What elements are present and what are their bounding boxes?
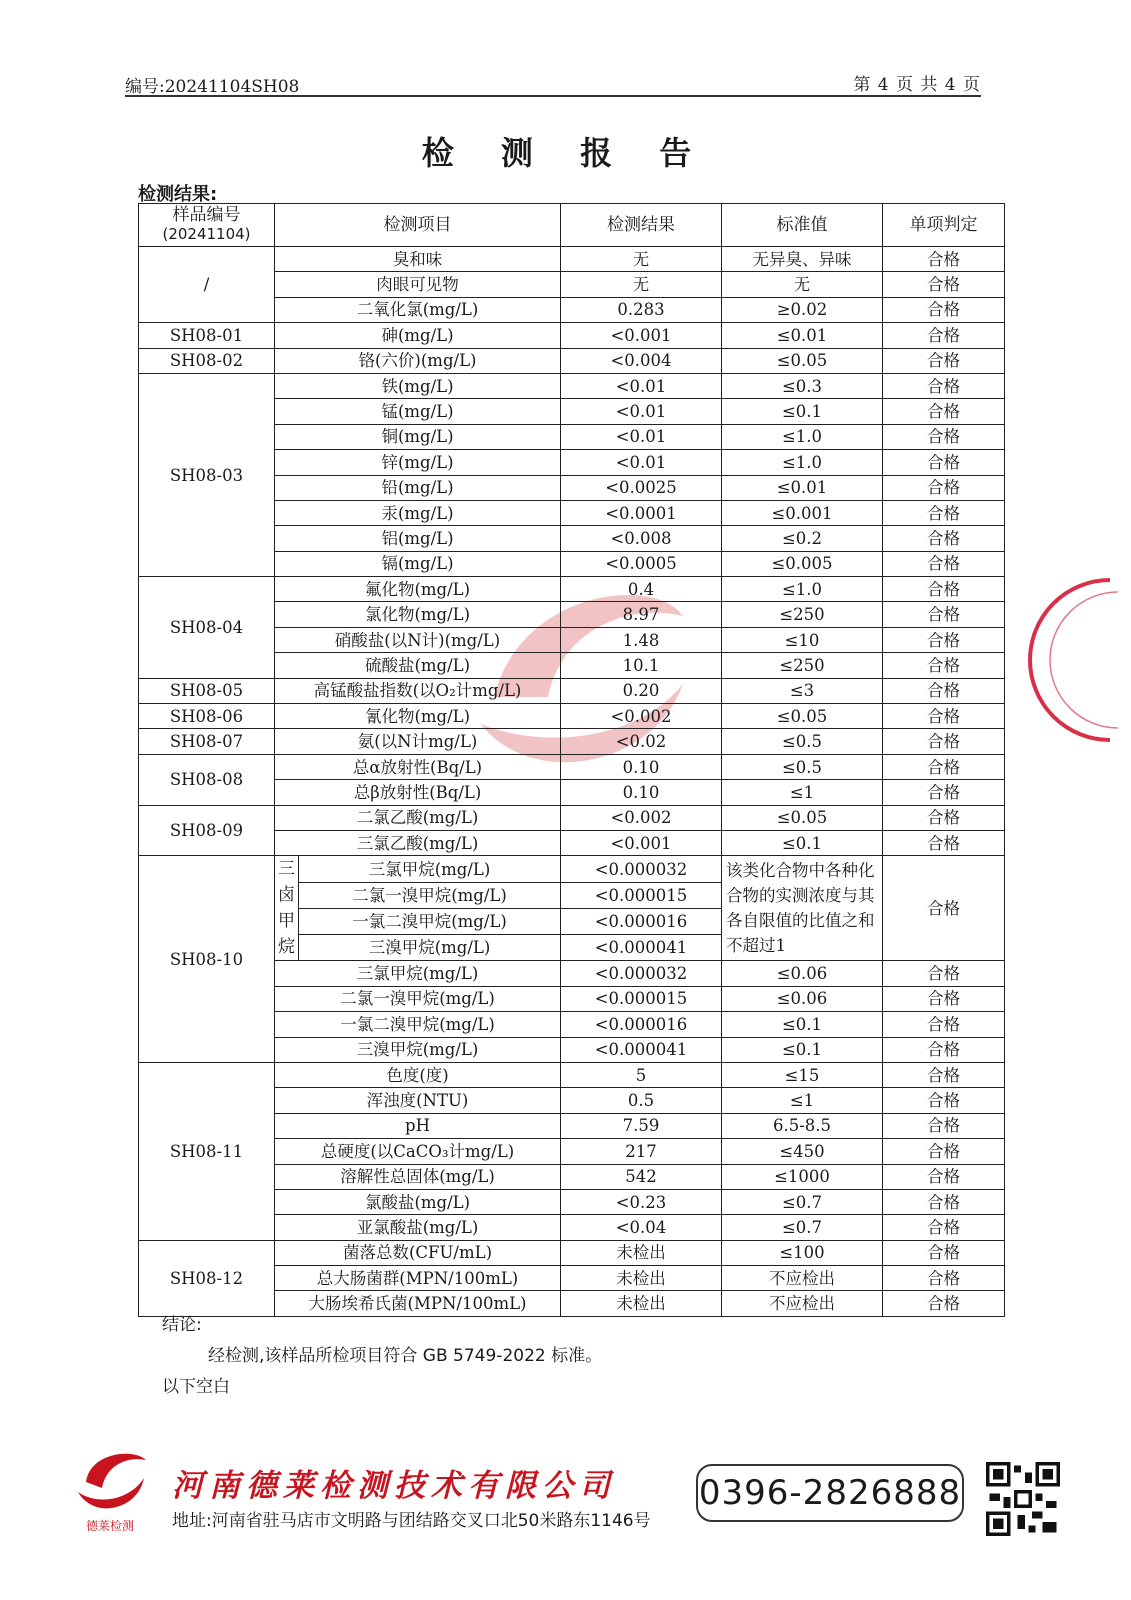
standard-cell: ≤0.5 (722, 754, 883, 779)
result-cell: <0.000032 (561, 961, 722, 986)
result-cell: <0.0001 (561, 500, 722, 525)
result-cell: 0.10 (561, 780, 722, 805)
result-cell: <0.01 (561, 373, 722, 398)
judgement-cell: 合格 (883, 551, 1005, 576)
standard-cell: ≤0.05 (722, 348, 883, 373)
judgement-cell: 合格 (883, 986, 1005, 1011)
company-name: 河南德莱检测技术有限公司 (172, 1468, 616, 1504)
item-cell: 肉眼可见物 (275, 272, 561, 297)
judgement-cell: 合格 (883, 704, 1005, 729)
standard-cell: ≤0.3 (722, 373, 883, 398)
judgement-cell: 合格 (883, 247, 1005, 272)
sample-id-cell: SH08-03 (139, 373, 275, 576)
judgement-cell: 合格 (883, 856, 1005, 961)
standard-cell: ≤1.0 (722, 577, 883, 602)
sample-id-cell: SH08-01 (139, 323, 275, 348)
standard-cell: ≤0.01 (722, 323, 883, 348)
item-cell: 铝(mg/L) (275, 526, 561, 551)
result-cell: <0.004 (561, 348, 722, 373)
standard-cell: ≤0.7 (722, 1189, 883, 1214)
result-cell: 0.20 (561, 678, 722, 703)
standard-cell: ≤250 (722, 653, 883, 678)
item-cell: 二氯一溴甲烷(mg/L) (275, 986, 561, 1011)
table-row (139, 373, 1005, 398)
result-cell: 217 (561, 1139, 722, 1164)
judgement-cell: 合格 (883, 1113, 1005, 1138)
item-cell: 总β放射性(Bq/L) (275, 780, 561, 805)
qr-code-icon (986, 1462, 1060, 1536)
item-cell: 一氯二溴甲烷(mg/L) (275, 1012, 561, 1037)
results-label: 检测结果: (138, 184, 218, 205)
result-cell: 542 (561, 1164, 722, 1189)
judgement-cell: 合格 (883, 373, 1005, 398)
judgement-cell: 合格 (883, 1088, 1005, 1113)
item-cell: 硝酸盐(以N计)(mg/L) (275, 627, 561, 652)
item-cell: 三氯乙酸(mg/L) (275, 830, 561, 855)
judgement-cell: 合格 (883, 1062, 1005, 1087)
item-cell: 氯化物(mg/L) (275, 602, 561, 627)
conclusion-text: 经检测,该样品所检项目符合 GB 5749-2022 标准。 (208, 1346, 603, 1366)
result-cell: 5 (561, 1062, 722, 1087)
standard-cell: ≤100 (722, 1240, 883, 1265)
item-cell: 氨(以N计mg/L) (275, 729, 561, 754)
judgement-cell: 合格 (883, 1240, 1005, 1265)
result-cell: <0.008 (561, 526, 722, 551)
standard-cell: ≤1 (722, 1088, 883, 1113)
report-number: 编号:20241104SH08 (125, 77, 300, 97)
judgement-cell: 合格 (883, 1139, 1005, 1164)
standard-cell: ≤0.05 (722, 805, 883, 830)
judgement-cell: 合格 (883, 475, 1005, 500)
table-row (139, 323, 1005, 348)
item-cell: 铅(mg/L) (275, 475, 561, 500)
sample-id-cell: SH08-05 (139, 678, 275, 703)
judgement-cell: 合格 (883, 1266, 1005, 1291)
item-cell: 氰化物(mg/L) (275, 704, 561, 729)
judgement-cell: 合格 (883, 1215, 1005, 1240)
standard-cell: 6.5-8.5 (722, 1113, 883, 1138)
result-cell: <0.04 (561, 1215, 722, 1240)
item-cell: 三氯甲烷(mg/L) (275, 961, 561, 986)
standard-cell: ≤0.5 (722, 729, 883, 754)
table-row (139, 247, 1005, 272)
table-row (139, 805, 1005, 830)
item-cell: 三氯甲烷(mg/L) (299, 856, 561, 882)
result-cell: <0.02 (561, 729, 722, 754)
item-cell: 大肠埃希氏菌(MPN/100mL) (275, 1291, 561, 1316)
header-item: 检测项目 (275, 204, 561, 247)
standard-cell: ≤0.1 (722, 399, 883, 424)
item-cell: 总α放射性(Bq/L) (275, 754, 561, 779)
result-cell: <0.002 (561, 704, 722, 729)
standard-cell: ≤1.0 (722, 424, 883, 449)
result-cell: <0.000041 (561, 935, 722, 961)
judgement-cell: 合格 (883, 1164, 1005, 1189)
standard-cell: ≤0.1 (722, 1012, 883, 1037)
item-cell: 二氯乙酸(mg/L) (275, 805, 561, 830)
standard-cell: ≤0.005 (722, 551, 883, 576)
judgement-cell: 合格 (883, 602, 1005, 627)
group-standard-note: 该类化合物中各种化合物的实测浓度与其各自限值的比值之和不超过1 (722, 856, 883, 961)
judgement-cell: 合格 (883, 1012, 1005, 1037)
result-cell: 10.1 (561, 653, 722, 678)
standard-cell: ≤0.2 (722, 526, 883, 551)
standard-cell: ≤3 (722, 678, 883, 703)
result-cell: <0.000016 (561, 1012, 722, 1037)
standard-cell: ≤0.01 (722, 475, 883, 500)
sample-id-cell: / (139, 247, 275, 323)
sample-id-cell: SH08-07 (139, 729, 275, 754)
table-row (139, 856, 1005, 882)
judgement-cell: 合格 (883, 297, 1005, 322)
conclusion-label: 结论: (162, 1315, 202, 1335)
standard-cell: 无 (722, 272, 883, 297)
standard-cell: ≥0.02 (722, 297, 883, 322)
result-cell: 8.97 (561, 602, 722, 627)
item-cell: 高锰酸盐指数(以O₂计mg/L) (275, 678, 561, 703)
result-cell: <0.001 (561, 830, 722, 855)
judgement-cell: 合格 (883, 754, 1005, 779)
sample-id-cell: SH08-04 (139, 577, 275, 679)
result-cell: <0.0025 (561, 475, 722, 500)
page-info: 第 4 页 共 4 页 (853, 75, 981, 95)
standard-cell: ≤0.1 (722, 1037, 883, 1062)
judgement-cell: 合格 (883, 678, 1005, 703)
judgement-cell: 合格 (883, 272, 1005, 297)
result-cell: 0.4 (561, 577, 722, 602)
judgement-cell: 合格 (883, 348, 1005, 373)
item-cell: 锰(mg/L) (275, 399, 561, 424)
item-cell: 铬(六价)(mg/L) (275, 348, 561, 373)
standard-cell: ≤1.0 (722, 450, 883, 475)
result-cell: <0.002 (561, 805, 722, 830)
result-cell: <0.01 (561, 399, 722, 424)
item-cell: 汞(mg/L) (275, 500, 561, 525)
item-cell: 总硬度(以CaCO₃计mg/L) (275, 1139, 561, 1164)
result-cell: <0.23 (561, 1189, 722, 1214)
item-cell: 亚氯酸盐(mg/L) (275, 1215, 561, 1240)
judgement-cell: 合格 (883, 1037, 1005, 1062)
judgement-cell: 合格 (883, 323, 1005, 348)
item-cell: 镉(mg/L) (275, 551, 561, 576)
standard-cell: 不应检出 (722, 1291, 883, 1316)
conclusion (162, 1310, 602, 1403)
table-header-row (139, 204, 1005, 247)
judgement-cell: 合格 (883, 780, 1005, 805)
item-cell: 臭和味 (275, 247, 561, 272)
standard-cell: 无异臭、异味 (722, 247, 883, 272)
blank-note: 以下空白 (162, 1377, 230, 1397)
judgement-cell: 合格 (883, 729, 1005, 754)
judgement-cell: 合格 (883, 1291, 1005, 1316)
standard-cell: ≤450 (722, 1139, 883, 1164)
sample-id-cell: SH08-12 (139, 1240, 275, 1316)
judgement-cell: 合格 (883, 399, 1005, 424)
header-sample: 样品编号 (20241104) (139, 204, 275, 247)
result-cell: 7.59 (561, 1113, 722, 1138)
header-judgement: 单项判定 (883, 204, 1005, 247)
sample-id-cell: SH08-10 (139, 856, 275, 1063)
table-row (139, 1240, 1005, 1265)
result-cell: <0.000032 (561, 856, 722, 882)
judgement-cell: 合格 (883, 961, 1005, 986)
result-cell: 未检出 (561, 1291, 722, 1316)
table-row (139, 1062, 1005, 1087)
standard-cell: ≤0.06 (722, 961, 883, 986)
item-cell: 一氯二溴甲烷(mg/L) (299, 908, 561, 934)
item-cell: 色度(度) (275, 1062, 561, 1087)
logo-text: 德莱检测 (85, 1519, 135, 1533)
judgement-cell: 合格 (883, 627, 1005, 652)
item-cell: 硫酸盐(mg/L) (275, 653, 561, 678)
result-cell: <0.000015 (561, 882, 722, 908)
item-cell: 铁(mg/L) (275, 373, 561, 398)
table-row (139, 348, 1005, 373)
company-phone: 0396-2826888 (696, 1464, 964, 1522)
result-cell: <0.000041 (561, 1037, 722, 1062)
company-logo-icon (68, 1440, 152, 1536)
item-cell: pH (275, 1113, 561, 1138)
standard-cell: ≤250 (722, 602, 883, 627)
result-cell: 未检出 (561, 1240, 722, 1265)
company-address: 地址:河南省驻马店市文明路与团结路交叉口北50米路东1146号 (172, 1511, 651, 1531)
result-cell: <0.01 (561, 450, 722, 475)
standard-cell: ≤0.001 (722, 500, 883, 525)
standard-cell: ≤1000 (722, 1164, 883, 1189)
judgement-cell: 合格 (883, 805, 1005, 830)
official-seal-icon (1010, 570, 1131, 750)
report-title: 检 测 报 告 (421, 134, 710, 172)
table-row (139, 704, 1005, 729)
standard-cell: ≤0.06 (722, 986, 883, 1011)
item-cell: 氟化物(mg/L) (275, 577, 561, 602)
item-cell: 菌落总数(CFU/mL) (275, 1240, 561, 1265)
result-cell: 1.48 (561, 627, 722, 652)
result-cell: 未检出 (561, 1266, 722, 1291)
sample-id-cell: SH08-08 (139, 754, 275, 805)
result-cell: 无 (561, 272, 722, 297)
standard-cell: ≤0.05 (722, 704, 883, 729)
trihalomethane-group-label: 三卤甲烷 (275, 856, 299, 961)
result-cell: 0.5 (561, 1088, 722, 1113)
header-rule (125, 95, 981, 97)
item-cell: 三溴甲烷(mg/L) (275, 1037, 561, 1062)
standard-cell: ≤1 (722, 780, 883, 805)
table-row (139, 729, 1005, 754)
sample-id-cell: SH08-11 (139, 1062, 275, 1240)
result-cell: <0.000016 (561, 908, 722, 934)
item-cell: 锌(mg/L) (275, 450, 561, 475)
judgement-cell: 合格 (883, 424, 1005, 449)
judgement-cell: 合格 (883, 450, 1005, 475)
table-body (139, 247, 1005, 1317)
judgement-cell: 合格 (883, 500, 1005, 525)
table-row (139, 754, 1005, 779)
result-cell: <0.01 (561, 424, 722, 449)
item-cell: 浑浊度(NTU) (275, 1088, 561, 1113)
judgement-cell: 合格 (883, 653, 1005, 678)
sample-id-cell: SH08-02 (139, 348, 275, 373)
item-cell: 砷(mg/L) (275, 323, 561, 348)
sample-id-cell: SH08-09 (139, 805, 275, 856)
item-cell: 二氧化氯(mg/L) (275, 297, 561, 322)
header-standard: 标准值 (722, 204, 883, 247)
item-cell: 总大肠菌群(MPN/100mL) (275, 1266, 561, 1291)
result-cell: <0.000015 (561, 986, 722, 1011)
result-cell: <0.0005 (561, 551, 722, 576)
result-cell: <0.001 (561, 323, 722, 348)
judgement-cell: 合格 (883, 1189, 1005, 1214)
results-table (138, 203, 1005, 1317)
item-cell: 铜(mg/L) (275, 424, 561, 449)
table-row (139, 678, 1005, 703)
item-cell: 三溴甲烷(mg/L) (299, 935, 561, 961)
judgement-cell: 合格 (883, 830, 1005, 855)
standard-cell: ≤0.7 (722, 1215, 883, 1240)
sample-id-cell: SH08-06 (139, 704, 275, 729)
standard-cell: ≤10 (722, 627, 883, 652)
result-cell: 0.10 (561, 754, 722, 779)
judgement-cell: 合格 (883, 577, 1005, 602)
standard-cell: ≤15 (722, 1062, 883, 1087)
standard-cell: ≤0.1 (722, 830, 883, 855)
result-cell: 0.283 (561, 297, 722, 322)
result-cell: 无 (561, 247, 722, 272)
table-row (139, 577, 1005, 602)
item-cell: 氯酸盐(mg/L) (275, 1189, 561, 1214)
header-result: 检测结果 (561, 204, 722, 247)
judgement-cell: 合格 (883, 526, 1005, 551)
standard-cell: 不应检出 (722, 1266, 883, 1291)
item-cell: 溶解性总固体(mg/L) (275, 1164, 561, 1189)
item-cell: 二氯一溴甲烷(mg/L) (299, 882, 561, 908)
